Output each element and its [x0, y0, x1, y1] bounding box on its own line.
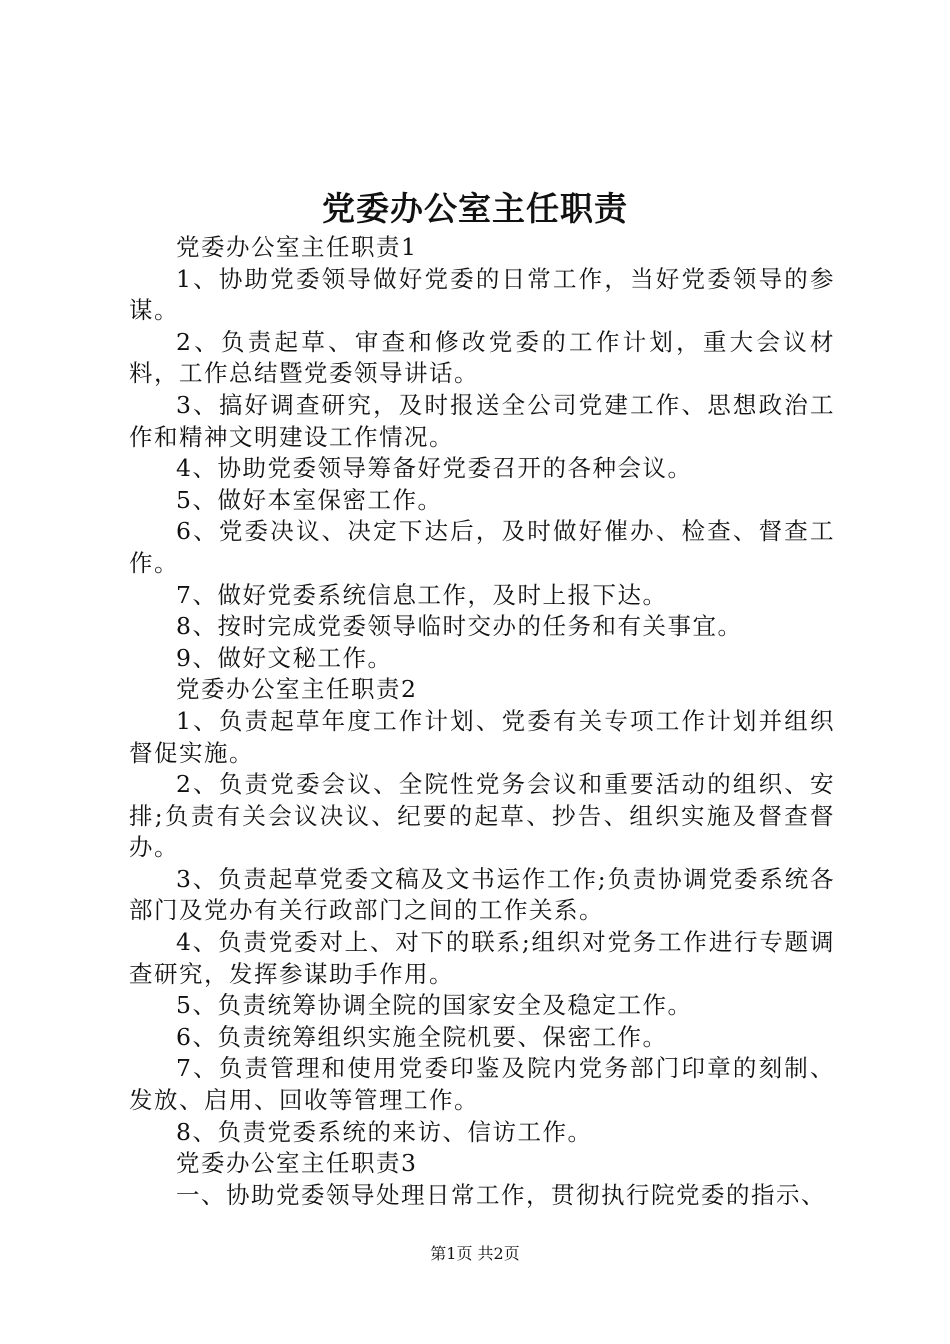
- duty-item: 5、做好本室保密工作。: [176, 485, 443, 514]
- page-footer: 第1页 共2页: [430, 1244, 520, 1263]
- section-heading: 党委办公室主任职责1: [176, 233, 418, 261]
- duty-item: 1、负责起草年度工作计划、党委有关专项工作计划并组织督促实施。: [129, 706, 835, 767]
- duty-item: 4、负责党委对上、对下的联系;组织对党务工作进行专题调查研究，发挥参谋助手作用。: [129, 928, 835, 988]
- duty-item: 6、负责统筹组织实施全院机要、保密工作。: [176, 1022, 668, 1051]
- duty-item: 8、按时完成党委领导临时交办的任务和有关事宜。: [176, 612, 743, 641]
- document-body: [129, 232, 835, 1211]
- duty-item: 2、负责起草、审查和修改党委的工作计划，重大会议材料，工作总结暨党委领导讲话。: [129, 327, 835, 388]
- duty-item: 5、负责统筹协调全院的国家安全及稳定工作。: [176, 991, 693, 1020]
- duty-item: 9、做好文秘工作。: [176, 643, 393, 672]
- document-title: 党委办公室主任职责: [322, 189, 628, 228]
- duty-item: 7、负责管理和使用党委印鉴及院内党务部门印章的刻制、发放、启用、回收等管理工作。: [129, 1054, 835, 1115]
- duty-item: 3、搞好调查研究，及时报送全公司党建工作、思想政治工作和精神文明建设工作情况。: [129, 390, 835, 451]
- duty-item: 一、协助党委领导处理日常工作，贯彻执行院党委的指示、: [176, 1180, 826, 1209]
- duty-item: 8、负责党委系统的来访、信访工作。: [176, 1117, 593, 1146]
- duty-item: 6、党委决议、决定下达后，及时做好催办、检查、督查工作。: [129, 517, 835, 577]
- duty-item: 2、负责党委会议、全院性党务会议和重要活动的组织、安排;负责有关会议决议、纪要的起草、抄告、组织实施及督查督办。: [129, 770, 835, 862]
- section-heading: 党委办公室主任职责2: [176, 675, 418, 704]
- duty-item: 7、做好党委系统信息工作，及时上报下达。: [176, 580, 668, 609]
- duty-item: 1、协助党委领导做好党委的日常工作，当好党委领导的参谋。: [129, 264, 835, 325]
- duty-item: 4、协助党委领导筹备好党委召开的各种会议。: [176, 454, 693, 483]
- section-heading: 党委办公室主任职责3: [176, 1149, 418, 1178]
- duty-item: 3、负责起草党委文稿及文书运作工作;负责协调党委系统各部门及党办有关行政部门之间的工作关系。: [129, 864, 835, 925]
